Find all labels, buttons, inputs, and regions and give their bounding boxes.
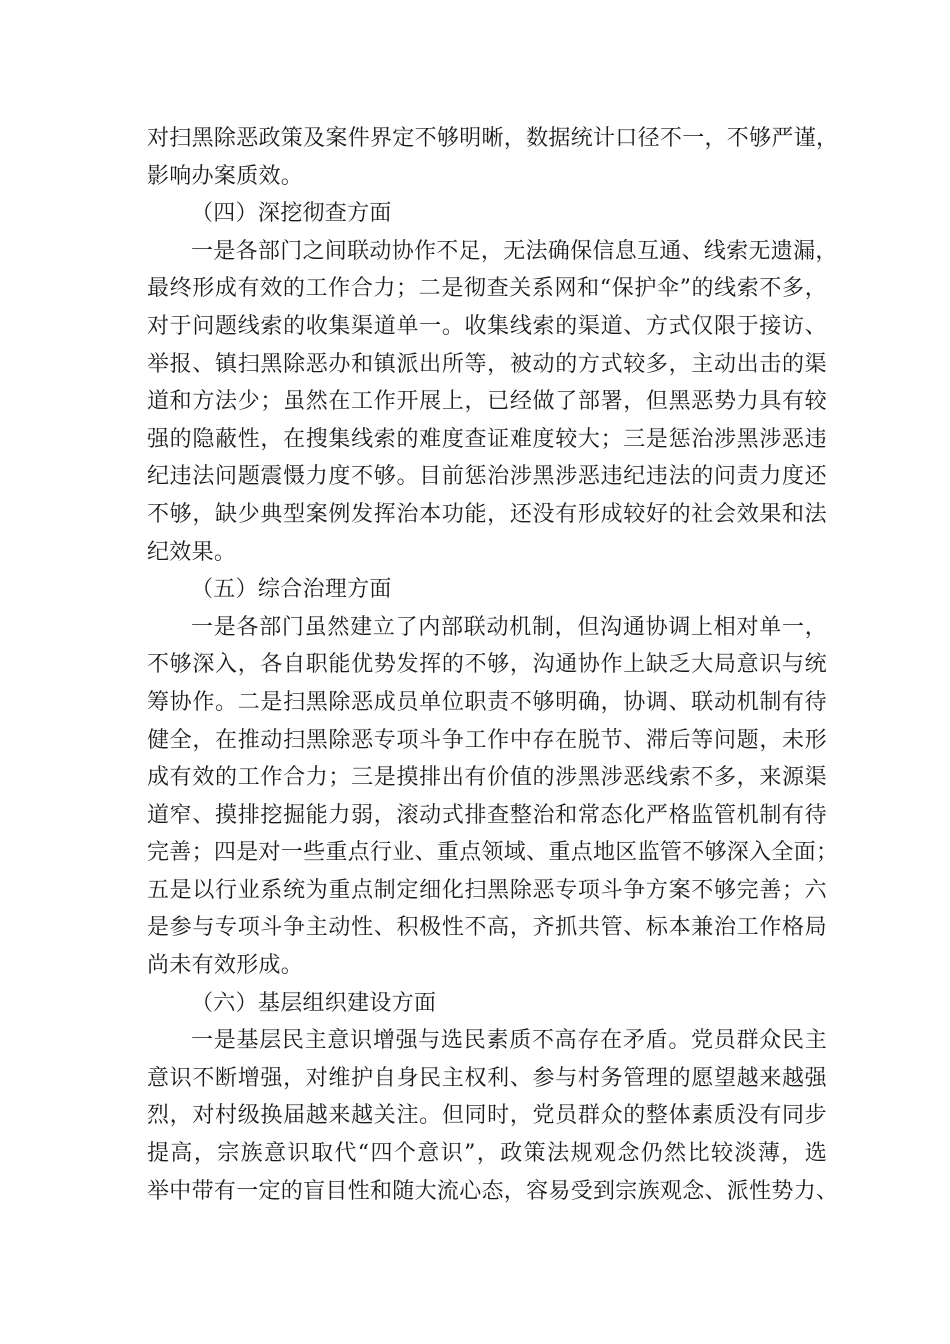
- text-line: 一是基层民主意识增强与选民素质不高存在矛盾。党员群众民主: [191, 1028, 827, 1054]
- text-line: 纪效果。: [147, 539, 237, 565]
- text-line: 道和方法少；虽然在工作开展上，已经做了部署，但黑恶势力具有较: [147, 389, 827, 415]
- text-line: 尚未有效形成。: [147, 953, 304, 979]
- text-line: 对扫黑除恶政策及案件界定不够明晰，数据统计口径不一，不够严谨，: [147, 126, 839, 151]
- text-line: 意识不断增强，对维护自身民主权利、参与村务管理的愿望越来越强: [147, 1065, 827, 1091]
- text-line: 举中带有一定的盲目性和随大流心态，容易受到宗族观念、派性势力、: [147, 1178, 839, 1204]
- text-line: 影响办案质效。: [147, 163, 304, 189]
- text-line: 一是各部门之间联动协作不足，无法确保信息互通、线索无遗漏，: [191, 238, 838, 264]
- text-line: 最终形成有效的工作合力；二是彻查关系网和“保护伞”的线索不多，: [147, 276, 827, 302]
- text-line: 提高，宗族意识取代“四个意识”，政策法规观念仍然比较淡薄，选: [147, 1141, 827, 1167]
- text-line: 不够，缺少典型案例发挥治本功能，还没有形成较好的社会效果和法: [147, 501, 827, 527]
- text-line: 筹协作。二是扫黑除恶成员单位职责不够明确，协调、联动机制有待: [147, 689, 827, 715]
- text-line: 举报、镇扫黑除恶办和镇派出所等，被动的方式较多，主动出击的渠: [147, 351, 827, 377]
- text-line: 完善；四是对一些重点行业、重点领域、重点地区监管不够深入全面；: [147, 840, 839, 866]
- text-line: 道窄、摸排挖掘能力弱，滚动式排查整治和常态化严格监管机制有待: [147, 802, 827, 828]
- document-page: [147, 120, 839, 1210]
- text-line: 纪违法问题震慑力度不够。目前惩治涉黑涉恶违纪违法的问责力度还: [147, 464, 827, 490]
- text-line: 健全，在推动扫黑除恶专项斗争工作中存在脱节、滞后等问题，未形: [147, 727, 827, 753]
- section-heading-or-line: （四）深挖彻查方面: [191, 201, 392, 227]
- text-line: 强的隐蔽性，在搜集线索的难度查证难度较大；三是惩治涉黑涉恶违: [147, 426, 827, 452]
- text-line: 是参与专项斗争主动性、积极性不高，齐抓共管、标本兼治工作格局: [147, 915, 827, 941]
- section-heading-or-line: （五）综合治理方面: [191, 577, 392, 603]
- text-line: 对于问题线索的收集渠道单一。收集线索的渠道、方式仅限于接访、: [147, 313, 827, 339]
- text-line: 五是以行业系统为重点制定细化扫黑除恶专项斗争方案不够完善；六: [147, 877, 827, 903]
- text-line: 不够深入，各自职能优势发挥的不够，沟通协作上缺乏大局意识与统: [147, 652, 827, 678]
- text-line: 烈，对村级换届越来越关注。但同时，党员群众的整体素质没有同步: [147, 1103, 827, 1129]
- text-line: 一是各部门虽然建立了内部联动机制，但沟通协调上相对单一，: [191, 614, 827, 640]
- section-heading-or-line: （六）基层组织建设方面: [191, 990, 437, 1016]
- text-line: 成有效的工作合力；三是摸排出有价值的涉黑涉恶线索不多，来源渠: [147, 765, 827, 791]
